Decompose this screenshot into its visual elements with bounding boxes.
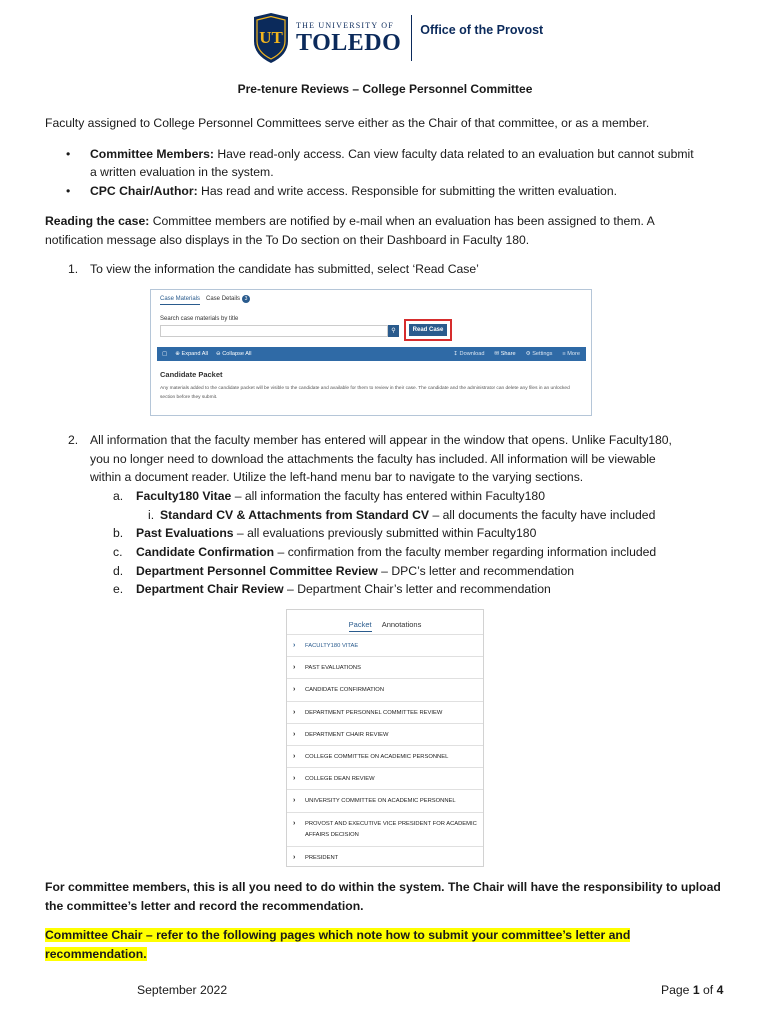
chevron-right-icon: ›: [293, 752, 296, 760]
gear-icon: ⚙: [525, 351, 531, 357]
bullet-icon: •: [66, 184, 71, 198]
section-label: PROVOST AND EXECUTIVE VICE PRESIDENT FOR ACADEMIC AFFAIRS DECISION: [305, 820, 477, 838]
tab-case-details[interactable]: [206, 295, 250, 305]
packet-menu-screenshot: [286, 609, 484, 867]
section-label: DEPARTMENT CHAIR REVIEW: [305, 731, 389, 738]
subitem-candidate-confirmation: [136, 543, 736, 562]
magnifier-icon: ⚲: [391, 328, 396, 334]
page-prefix: Page: [661, 983, 693, 997]
subitem-chair-review: [136, 580, 736, 599]
packet-description: Any materials added to the candidate packet will be visible to the candidate and available for them to review in their case. The candidate and the administrator can delete any files in an unlocked section before they submit.: [160, 386, 570, 400]
role-cpc-chair: [90, 182, 730, 201]
subitem-past-evaluations: [136, 524, 736, 543]
section-label: COLLEGE COMMITTEE ON ACADEMIC PERSONNEL: [305, 753, 449, 760]
document-title: Pre-tenure Reviews – College Personnel Committee: [237, 82, 533, 96]
subitem-label: Department Personnel Committee Review: [136, 564, 378, 578]
subitem-standard-cv: [160, 506, 730, 525]
packet-section-item[interactable]: [287, 678, 483, 700]
packet-title: Candidate Packet: [160, 370, 223, 379]
read-case-button[interactable]: Read Case: [409, 324, 447, 336]
section-label: PAST EVALUATIONS: [305, 665, 361, 672]
packet-section-item[interactable]: [287, 634, 483, 656]
more-label: More: [567, 351, 580, 357]
settings-label: Settings: [532, 351, 553, 357]
section-label: UNIVERSITY COMMITTEE ON ACADEMIC PERSONNEL: [305, 798, 456, 805]
bullet-icon: •: [66, 147, 71, 161]
subitem-label: Past Evaluations: [136, 526, 234, 540]
share-button[interactable]: [494, 347, 515, 361]
tab-case-materials[interactable]: Case Materials: [160, 295, 200, 305]
chair-note-line2: recommendation.: [45, 947, 147, 961]
sub-letter: a.: [113, 489, 124, 503]
closing-line1: For committee members, this is all you need to do within the system. The Chair will have the responsibility to upload: [45, 880, 721, 894]
section-label: CANDIDATE CONFIRMATION: [305, 687, 385, 694]
subitem-faculty180-vitae: [136, 487, 736, 506]
section-label: COLLEGE DEAN REVIEW: [305, 776, 375, 783]
tab-annotations[interactable]: Annotations: [381, 620, 422, 629]
download-label: Download: [459, 351, 485, 357]
subitem-label: Department Chair Review: [136, 582, 284, 596]
subitem-text: – confirmation from the faculty member regarding information included: [274, 545, 657, 559]
university-logo: [252, 12, 543, 64]
packet-section-item[interactable]: [287, 812, 483, 846]
university-name: TOLEDO: [296, 30, 402, 56]
role-committee-members-cont: a written evaluation in the system.: [90, 165, 274, 179]
subitem-dpc-review: [136, 562, 736, 581]
plus-circle-icon: ⊕: [175, 351, 180, 357]
packet-toolbar: [157, 347, 586, 361]
subitem-text: – Department Chair’s letter and recommendation: [283, 582, 551, 596]
read-case-screenshot: [150, 289, 592, 416]
section-label: DEPARTMENT PERSONNEL COMMITTEE REVIEW: [305, 709, 443, 716]
step-number: 2.: [68, 433, 79, 447]
intro-paragraph: Faculty assigned to College Personnel Committees serve either as the Chair of that committee, or as a member.: [45, 116, 650, 130]
sub-letter: d.: [113, 564, 124, 578]
envelope-icon: ✉: [494, 351, 500, 357]
settings-button[interactable]: [526, 347, 553, 361]
reading-case-paragraph: [45, 212, 735, 231]
chevron-right-icon: ›: [293, 708, 296, 716]
footer-date: September 2022: [137, 983, 228, 997]
more-button[interactable]: [562, 347, 580, 361]
role-committee-members: [90, 145, 730, 164]
chevron-right-icon: ›: [293, 775, 296, 783]
expand-all-button[interactable]: [175, 347, 208, 361]
role-text: Have read-only access. Can view faculty data related to an evaluation but cannot submit: [217, 147, 694, 161]
tab-packet[interactable]: Packet: [349, 620, 372, 632]
packet-section-item[interactable]: [287, 701, 483, 723]
chair-note-cont: [45, 945, 735, 964]
select-all-checkbox[interactable]: ▢: [162, 351, 168, 357]
university-small-text: THE UNIVERSITY OF: [296, 21, 394, 30]
step2-line1: All information that the faculty member has entered will appear in the window that opens. Unlike Faculty180,: [90, 433, 672, 447]
page-mid: of: [699, 983, 717, 997]
section-label: PRESIDENT: [305, 854, 339, 861]
subitem-text: – DPC’s letter and recommendation: [377, 564, 575, 578]
search-button[interactable]: [388, 325, 399, 337]
packet-section-item[interactable]: [287, 846, 483, 868]
subitem-label: Faculty180 Vitae: [136, 489, 232, 503]
menu-icon: ≡: [562, 351, 566, 357]
current-page: 1: [692, 983, 700, 997]
search-label: Search case materials by title: [160, 316, 239, 322]
closing-line2: the committee’s letter and record the recommendation.: [45, 899, 364, 913]
role-label: Committee Members:: [90, 147, 214, 161]
reading-label: Reading the case:: [45, 214, 150, 228]
tab-case-details-label: Case Details: [206, 296, 241, 302]
share-label: Share: [500, 351, 516, 357]
step2-line3: within a document reader. Utilize the left-hand menu bar to navigate to the varying sections.: [90, 470, 584, 484]
step2-line2: you no longer need to download the attachments the faculty has included. All information will be viewable: [90, 452, 656, 466]
chevron-right-icon: ›: [293, 664, 296, 672]
chevron-right-icon: ›: [293, 730, 296, 738]
read-case-highlight: [404, 319, 452, 341]
role-label: CPC Chair/Author:: [90, 184, 198, 198]
subitem-text: – all evaluations previously submitted within Faculty180: [233, 526, 537, 540]
packet-section-item[interactable]: [287, 767, 483, 789]
sub-roman: i.: [148, 508, 155, 522]
sub-letter: e.: [113, 582, 124, 596]
reading-text: Committee members are notified by e-mail when an evaluation has been assigned to them. A: [152, 214, 655, 228]
collapse-all-button[interactable]: [216, 347, 251, 361]
office-name: Office of the Provost: [420, 22, 544, 37]
collapse-all-label: Collapse All: [222, 351, 252, 357]
download-icon: ↧: [453, 351, 458, 357]
role-text: Has read and write access. Responsible for submitting the written evaluation.: [201, 184, 617, 198]
chevron-right-icon: ›: [293, 797, 296, 805]
reading-case-paragraph-cont: notification message also displays in the To Do section on their Dashboard in Faculty 180.: [45, 233, 530, 247]
sub-letter: c.: [113, 545, 123, 559]
logo-divider: [411, 15, 412, 61]
chair-note-line1: Committee Chair – refer to the following pages which note how to submit your committee’s letter and: [45, 928, 631, 942]
subitem-text: – all documents the faculty have included: [429, 508, 656, 522]
chevron-right-icon: ›: [293, 642, 296, 649]
packet-section-item[interactable]: [287, 789, 483, 811]
packet-section-item[interactable]: [287, 745, 483, 767]
sub-letter: b.: [113, 526, 124, 540]
packet-section-item[interactable]: [287, 723, 483, 745]
shield-letters: UT: [259, 28, 283, 47]
subitem-label: Standard CV & Attachments from Standard CV: [160, 508, 430, 522]
step-number: 1.: [68, 262, 79, 276]
count-badge: 3: [242, 295, 250, 303]
total-pages: 4: [716, 983, 724, 997]
chair-note: [45, 926, 735, 945]
page-number: [661, 981, 723, 1000]
step1-text: To view the information the candidate has submitted, select ‘Read Case’: [90, 262, 479, 276]
expand-all-label: Expand All: [181, 351, 208, 357]
subitem-label: Candidate Confirmation: [136, 545, 275, 559]
search-input[interactable]: [160, 325, 388, 337]
section-label: FACULTY180 VITAE: [305, 643, 359, 649]
chevron-right-icon: ›: [293, 853, 296, 861]
packet-section-item[interactable]: [287, 656, 483, 678]
chevron-right-icon: ›: [293, 686, 296, 694]
minus-circle-icon: ⊖: [215, 351, 221, 357]
chevron-right-icon: ›: [293, 819, 296, 827]
shield-icon: [252, 13, 290, 63]
packet-section-list: [287, 634, 483, 868]
subitem-text: – all information the faculty has entered within Faculty180: [231, 489, 545, 503]
download-button[interactable]: [453, 347, 484, 361]
